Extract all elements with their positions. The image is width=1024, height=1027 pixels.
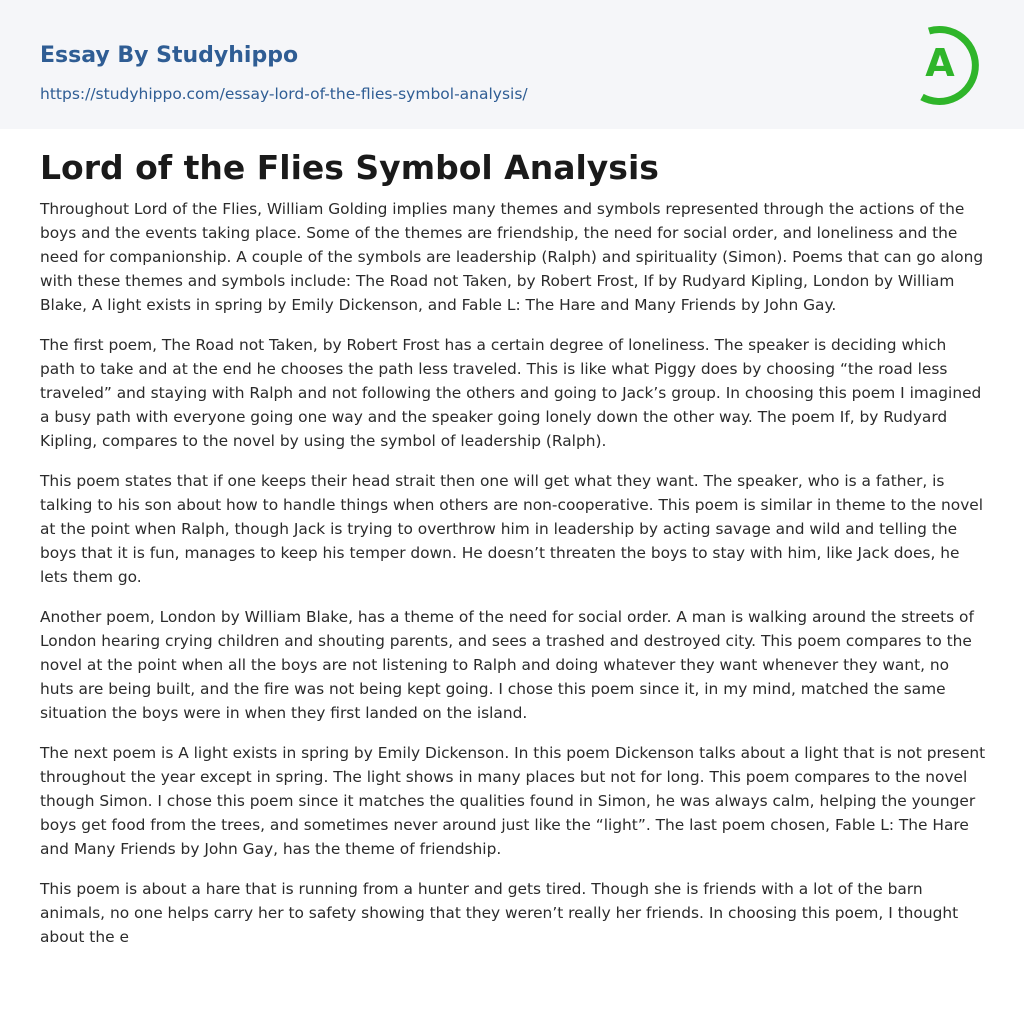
site-header <box>0 0 1024 129</box>
paragraph-1: Throughout Lord of the Flies, William Golding implies many themes and symbols represented through the actions of the boys and the events taking place. Some of the themes are friendship, the need for social order, and loneliness and the need for companionship. A couple of the symbols are leadership (Ralph) and spirituality (Simon). Poems that can go along with these themes and symbols include: The Road not Taken, by Robert Frost, If by Rudyard Kipling, London by William Blake, A light exists in spring by Emily Dickenson, and Fable L: The Hare and Many Friends by John Gay. <box>40 200 984 314</box>
paragraph-6: This poem is about a hare that is running from a hunter and gets tired. Though she is friends with a lot of the barn animals, no one helps carry her to safety showing that they weren’t really her friends. In choosing this poem, I thought about the e <box>40 880 959 946</box>
logo-letter: A <box>925 41 955 85</box>
paragraph-2: The first poem, The Road not Taken, by Robert Frost has a certain degree of loneliness. The speaker is deciding which path to take and at the end he chooses the path less traveled. This is like what Piggy does by choosing “the road less traveled” and staying with Ralph and not following the others and going to Jack’s group. In choosing this poem I imagined a busy path with everyone going one way and the speaker going lonely down the other way. The poem If, by Rudyard Kipling, compares to the novel by using the symbol of leadership (Ralph). <box>40 336 982 450</box>
article-title: Lord of the Flies Symbol Analysis <box>40 148 659 187</box>
essay-url-link[interactable]: https://studyhippo.com/essay-lord-of-the-flies-symbol-analysis/ <box>40 85 528 103</box>
site-brand[interactable]: Essay By Studyhippo <box>40 43 299 68</box>
paragraph-5: The next poem is A light exists in spring by Emily Dickenson. In this poem Dickenson talks about a light that is not present throughout the year except in spring. The light shows in many places but not for long. This poem compares to the novel though Simon. I chose this poem since it matches the qualities found in Simon, he was always calm, helping the younger boys get food from the trees, and sometimes never around just like the “light”. The last poem chosen, Fable L: The Hare and Many Friends by John Gay, has the theme of friendship. <box>40 744 986 858</box>
paragraph-4: Another poem, London by William Blake, has a theme of the need for social order. A man is walking around the streets of London hearing crying children and shouting parents, and sees a trashed and destroyed city. This poem compares to the novel at the point when all the boys are not listening to Ralph and doing whatever they want whenever they want, no huts are being built, and the fire was not being kept going. I chose this poem since it, in my mind, matched the same situation the boys were in when they first landed on the island. <box>40 608 974 722</box>
paragraph-3: This poem states that if one keeps their head strait then one will get what they want. The speaker, who is a father, is talking to his son about how to handle things when others are non-cooperative. This poem is similar in theme to the novel at the point when Ralph, though Jack is trying to overthrow him in leadership by acting savage and wild and telling the boys that it is fun, manages to keep his temper down. He doesn’t threaten the boys to stay with him, like Jack does, he lets them go. <box>40 472 984 586</box>
studyhippo-logo-icon[interactable] <box>910 18 988 106</box>
article-body <box>40 197 986 949</box>
article <box>40 143 986 965</box>
